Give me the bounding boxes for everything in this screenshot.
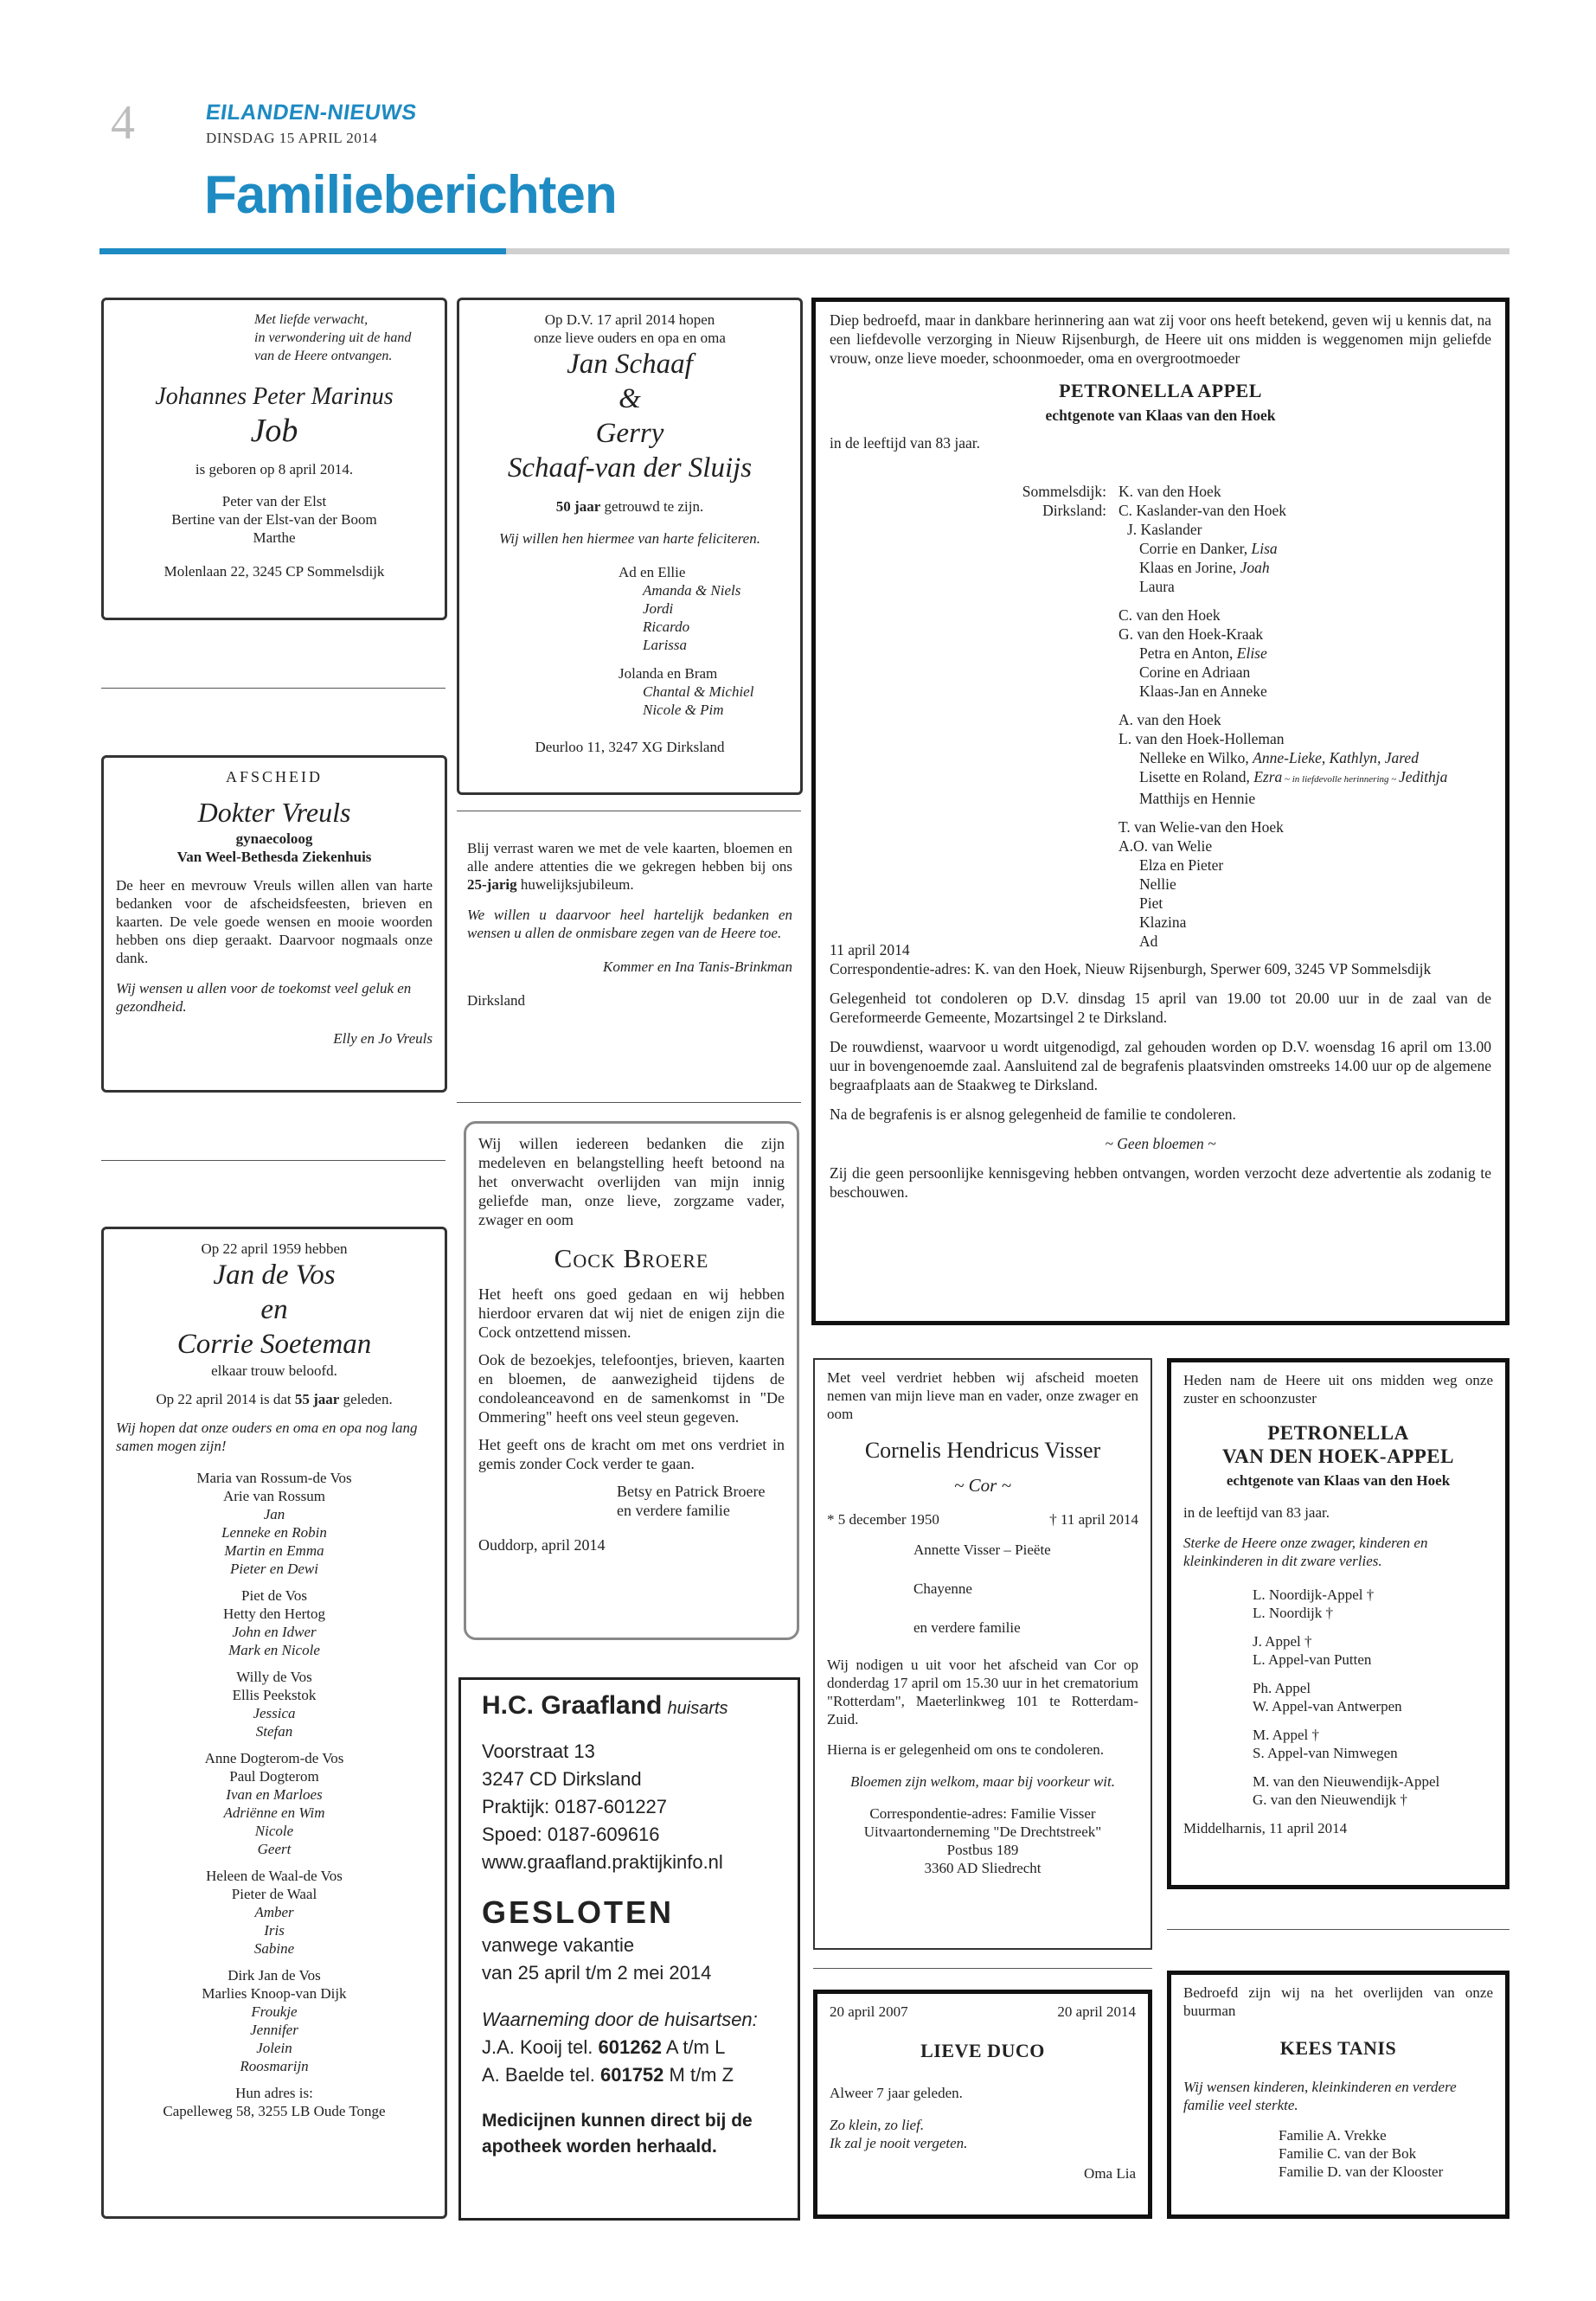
farewell-name: Dokter Vreuls (197, 797, 351, 828)
schaaf-name: Schaaf-van der Sluijs (507, 452, 753, 484)
devos-grandchild: Geert (257, 1841, 292, 1857)
replacement-label: Waarneming door de huisartsen: (482, 2009, 758, 2030)
appel-family-member: Klaas en Jorine, Joah (1139, 559, 1270, 576)
appel-family-member: G. van den Hoek-Kraak (1118, 625, 1264, 643)
devos-address: Capelleweg 58, 3255 LB Oude Tonge (163, 2103, 386, 2119)
visser-name: Cornelis Hendricus Visser (864, 1438, 1101, 1463)
appel-name: PETRONELLA APPEL (1059, 380, 1262, 401)
devos-promise: elkaar trouw beloofd. (211, 1362, 337, 1379)
appel-condolence: Gelegenheid tot condoleren op D.V. dinsdag 15 april van 19.00 tot 20.00 uur in de zaal van de Gereformeerde Gemeente, Mozartsingel 2 te Dirksland. (830, 990, 1491, 1026)
hoekappel-name: VAN DEN HOEK-APPEL (1222, 1445, 1454, 1467)
schaaf-wish: Wij willen hen hiermee van harte feliciteren. (499, 530, 760, 547)
ad-thanks-broere (464, 1121, 799, 1640)
appel-family-member: Elza en Pieter (1139, 856, 1224, 874)
broere-place: Ouddorp, april 2014 (478, 1536, 606, 1554)
column-divider (1167, 1929, 1509, 1930)
devos-grandchild: Iris (264, 1922, 285, 1939)
issue-date: DINSDAG 15 APRIL 2014 (206, 130, 378, 146)
ad-doctor-graafland (458, 1677, 800, 2221)
devos-grandchild: Jessica (253, 1705, 296, 1721)
appel-grandchild: Lisa (1251, 540, 1278, 557)
job-intro-line: in verwondering uit de hand (254, 330, 412, 345)
ad-birth-job (101, 298, 447, 620)
broere-intro: Wij willen iedereen bedanken die zijn medeleven en belangstelling heeft betoond na het onverwacht overlijden van mijn innig geliefde man, onze lieve, zorgzame vader, zwager en oom (478, 1135, 785, 1228)
duco-poem: Ik zal je nooit vergeten. (830, 2135, 968, 2151)
appel-family-member: Klaas-Jan en Anneke (1139, 683, 1267, 700)
ad-farewell-vreuls (101, 755, 447, 1093)
doctor-address-line: Praktijk: 0187-601227 (482, 1796, 668, 1817)
hoekappel-family-member: Ph. Appel (1253, 1680, 1311, 1696)
devos-child: Willy de Vos (236, 1669, 312, 1685)
appel-family-member: Petra en Anton, Elise (1139, 644, 1267, 662)
hoekappel-family-list (1253, 1586, 1493, 1809)
doctor-address-line: 3247 CD Dirksland (482, 1768, 642, 1790)
appel-intro: Diep bedroefd, maar in dankbare herinnering aan wat zij voor ons heeft betekend, geven wij u kennis dat, na een liefdevolle verzorging in Nieuw Rijsenburgh, de Heere uit ons midden is weggenomen mijn geliefde vrouw, onze lieve moeder, schoonmoeder, oma en overgrootmoeder (830, 311, 1491, 367)
job-sibling: Marthe (253, 529, 296, 546)
job-call-name: Job (250, 413, 298, 449)
schaaf-grandchildren (643, 581, 788, 654)
schaaf-name: Gerry (595, 418, 664, 449)
appel-family-member: Corrie en Danker, Lisa (1139, 540, 1278, 557)
visser-family: Annette Visser – Pieëte (913, 1541, 1051, 1558)
hoekappel-name: PETRONELLA (1267, 1422, 1409, 1444)
appel-grandchild: Joah (1240, 559, 1270, 576)
ad-obituary-hoek-appel (1167, 1358, 1509, 1889)
visser-family: Chayenne (913, 1580, 972, 1597)
devos-grandchild: Sabine (253, 1940, 295, 1957)
schaaf-amp: & (619, 383, 641, 414)
duco-signature: Oma Lia (1084, 2165, 1136, 2182)
job-parent: Peter van der Elst (221, 493, 327, 510)
hoekappel-spouse: echtgenote van Klaas van den Hoek (1226, 1472, 1451, 1489)
schaaf-grandchild: Jordi (643, 600, 674, 617)
farewell-hospital: Van Weel-Bethesda Ziekenhuis (176, 849, 372, 865)
header-rule-accent (99, 248, 506, 254)
job-full-name: Johannes Peter Marinus (155, 383, 394, 410)
duco-name: LIEVE DUCO (920, 2040, 1045, 2061)
devos-grandchild: Jennifer (250, 2022, 298, 2038)
hoekappel-family-member: L. Appel-van Putten (1253, 1651, 1372, 1668)
replacement-doctor: J.A. Kooij tel. 601262 A t/m L (482, 2036, 726, 2058)
appel-family-member: C. Kaslander-van den Hoek (1118, 502, 1287, 519)
visser-family: en verdere familie (913, 1619, 1021, 1636)
devos-child: Heleen de Waal-de Vos (206, 1868, 343, 1884)
schaaf-address: Deurloo 11, 3247 XG Dirksland (535, 739, 725, 755)
appel-family-member: Nellie (1139, 875, 1176, 893)
devos-child: Maria van Rossum-de Vos (196, 1470, 352, 1486)
devos-name: Jan de Vos (213, 1259, 336, 1291)
schaaf-grandchild: Amanda & Niels (643, 582, 741, 599)
appel-family-member: C. van den Hoek (1118, 606, 1221, 624)
ad-thanks-tanis (457, 830, 803, 1081)
broere-paragraph: Het geeft ons de kracht om met ons verdriet in gemis zonder Cock verder te gaan. (478, 1436, 785, 1472)
appel-family-member: A.O. van Welie (1118, 837, 1213, 855)
appel-grandchild: Anne-Lieke, Kathlyn, Jared (1253, 749, 1419, 766)
visser-flowers: Bloemen zijn welkom, maar bij voorkeur wit. (850, 1773, 1115, 1790)
doctor-role: huisarts (667, 1699, 728, 1718)
ad-obituary-appel (811, 298, 1509, 1325)
appel-location: Dirksland: (1042, 502, 1106, 519)
appel-grandchild: Jedithja (1398, 768, 1448, 785)
broere-signature: Betsy en Patrick Broere (617, 1483, 766, 1500)
ad-condolence-kees-tanis (1167, 1971, 1509, 2219)
visser-correspondence-line: Correspondentie-adres: Familie Visser (869, 1805, 1096, 1822)
appel-flowers: ~ Geen bloemen ~ (1105, 1135, 1216, 1152)
appel-grandchild: Ezra (1253, 768, 1283, 785)
devos-child: Arie van Rossum (222, 1488, 326, 1504)
appel-date: 11 april 2014 (830, 941, 910, 958)
kees-name: KEES TANIS (1279, 2037, 1397, 2059)
appel-family-member: Klazina (1139, 913, 1187, 931)
kees-wish: Wij wensen kinderen, kleinkinderen en verdere familie veel sterkte. (1183, 2079, 1457, 2113)
ad-memorial-duco (813, 1990, 1152, 2219)
tanis-signature: Kommer en Ina Tanis-Brinkman (603, 958, 792, 975)
closed-notice: GESLOTEN (482, 1894, 675, 1930)
broere-paragraph: Ook de bezoekjes, telefoontjes, brieven, kaarten en bloemen, de aanwezigheid tijdens de condoleanceavond en de samenkomst in "De Ommering" heeft ons veel steun gegeven. (478, 1351, 785, 1426)
devos-child: Anne Dogterom-de Vos (204, 1750, 344, 1766)
visser-condole: Hierna is er gelegenheid om ons te condoleren. (827, 1741, 1105, 1758)
doctor-address-line: Spoed: 0187-609616 (482, 1823, 660, 1845)
appel-family-member: K. van den Hoek (1118, 483, 1221, 500)
kees-family-member: Familie D. van der Klooster (1279, 2163, 1444, 2180)
visser-born: * 5 december 1950 (827, 1511, 939, 1528)
devos-grandchild: Adriënne en Wim (223, 1804, 325, 1821)
visser-died: † 11 april 2014 (1049, 1511, 1138, 1528)
schaaf-grandchild: Ricardo (643, 619, 690, 635)
duco-poem: Zo klein, zo lief. (830, 2117, 925, 2133)
hoekappel-place: Middelharnis, 11 april 2014 (1183, 1820, 1348, 1836)
column-divider (101, 688, 445, 689)
devos-grandchild: Roosmarijn (240, 2058, 309, 2074)
appel-family-member: Nelleke en Wilko, Anne-Lieke, Kathlyn, Jared (1139, 749, 1419, 766)
duco-date: 20 april 2014 (1057, 2003, 1136, 2020)
replacement-doctor: A. Baelde tel. 601752 M t/m Z (482, 2064, 734, 2086)
hoekappel-family-member: J. Appel † (1253, 1633, 1312, 1650)
doctor-address-line: Voorstraat 13 (482, 1740, 595, 1762)
masthead-logo: EILANDEN-NIEUWS (204, 100, 419, 125)
column-divider (813, 1968, 1152, 1969)
schaaf-family-head: Jolanda en Bram (619, 665, 718, 682)
job-born: is geboren op 8 april 2014. (195, 461, 354, 478)
hoekappel-family-member: L. Noordijk-Appel † (1253, 1586, 1375, 1603)
devos-grandchild: Nicole (254, 1823, 294, 1839)
hoekappel-family-member: L. Noordijk † (1253, 1605, 1334, 1621)
farewell-role: gynaecoloog (235, 830, 313, 847)
devos-grandchild: Jan (263, 1506, 285, 1522)
ad-obituary-visser (813, 1358, 1152, 1950)
column-divider (457, 1102, 801, 1103)
hoekappel-family-member: G. van den Nieuwendijk † (1253, 1791, 1407, 1808)
devos-child: Hetty den Hertog (222, 1606, 326, 1622)
kees-family-list (1279, 2126, 1493, 2181)
hoekappel-family-member: M. Appel † (1253, 1727, 1319, 1743)
devos-grandchild: John en Idwer (232, 1624, 317, 1640)
devos-address-label: Hun adres is: (235, 2085, 313, 2101)
schaaf-years: 50 jaar getrouwd te zijn. (555, 498, 704, 515)
appel-correspondence: Correspondentie-adres: K. van den Hoek, Nieuw Rijsenburgh, Sperwer 609, 3245 VP Sommelsdijk (830, 960, 1432, 977)
tanis-place: Dirksland (467, 992, 526, 1009)
schaaf-grandchild: Chantal & Michiel (643, 683, 754, 700)
broere-paragraph: Het heeft ons goed gedaan en wij hebben hierdoor ervaren dat wij niet de enigen zijn die Cock ontzettend missen. (478, 1285, 785, 1341)
job-parent: Bertine van der Elst-van der Boom (171, 511, 377, 528)
kees-family-member: Familie C. van der Bok (1279, 2145, 1417, 2162)
devos-child: Marlies Knoop-van Dijk (202, 1985, 347, 2002)
appel-family-member: Matthijs en Hennie (1139, 790, 1256, 807)
appel-family-member: Lisette en Roland, Ezra ~ in liefdevolle herinnering ~ Jedithja (1139, 768, 1448, 785)
visser-correspondence-line: Postbus 189 (946, 1842, 1019, 1858)
devos-child: Pieter de Waal (231, 1886, 317, 1902)
memorial-note: ~ in liefdevolle herinnering ~ (1282, 774, 1399, 785)
farewell-body: De heer en mevrouw Vreuls willen allen van harte bedanken voor de afscheidsfeesten, brieven en kaarten. De vele goede wensen en mooie woorden hebben ons diep geraakt. Daarvoor nogmaals onze dank. (116, 877, 433, 966)
visser-correspondence-line: 3360 AD Sliedrecht (924, 1860, 1042, 1876)
header-rule (506, 248, 1509, 254)
appel-family-member: A. van den Hoek (1118, 711, 1221, 728)
closed-reason: vanwege vakantie (482, 1934, 635, 1956)
job-intro-line: Met liefde verwacht, (254, 312, 369, 327)
job-address: Molenlaan 22, 3245 CP Sommelsdijk (163, 563, 385, 580)
doctor-name: H.C. Graafland (482, 1691, 663, 1720)
appel-family-member: T. van Welie-van den Hoek (1118, 818, 1284, 836)
appel-family-member: J. Kaslander (1127, 521, 1202, 538)
tanis-body: Blij verrast waren we met de vele kaarten, bloemen en alle andere attenties die we gekregen hebben bij ons 25-jarig huwelijksjubileum. (467, 840, 792, 893)
devos-grandchild: Pieter en Dewi (230, 1561, 318, 1577)
hoekappel-family-member: M. van den Nieuwendijk-Appel (1253, 1773, 1440, 1790)
appel-location: Sommelsdijk: (1022, 483, 1106, 500)
appel-family-member: Corine en Adriaan (1139, 663, 1251, 681)
visser-correspondence-line: Uitvaartonderneming "De Drechtstreek" (863, 1823, 1102, 1840)
ad-anniversary-schaaf (457, 298, 803, 795)
job-intro-line: van de Heere ontvangen. (254, 349, 393, 363)
appel-family-member: Ad (1139, 933, 1158, 950)
appel-family-list (1118, 501, 1447, 951)
devos-grandchild: Martin en Emma (224, 1542, 324, 1559)
page-number: 4 (111, 96, 135, 150)
tanis-wish: We willen u daarvoor heel hartelijk bedanken en wensen u allen de onmisbare zegen van de Heere toe. (467, 907, 792, 941)
broere-name: Cock Broere (554, 1243, 709, 1273)
pharmacy-note: Medicijnen kunnen direct bij de apotheek worden herhaald. (482, 2111, 753, 2157)
devos-grandchild: Froukje (251, 2003, 298, 2020)
column-divider (101, 1160, 445, 1161)
devos-intro: Op 22 april 1959 hebben (201, 1240, 348, 1257)
hoekappel-age: in de leeftijd van 83 jaar. (1183, 1504, 1330, 1521)
schaaf-name: Jan Schaaf (567, 349, 693, 380)
devos-child: Dirk Jan de Vos (228, 1967, 321, 1984)
devos-child: Ellis Peekstok (232, 1687, 317, 1703)
appel-after: Na de begrafenis is er alsnog gelegenheid de familie te condoleren. (830, 1106, 1236, 1123)
farewell-wish: Wij wensen u allen voor de toekomst veel geluk en gezondheid. (116, 980, 412, 1015)
visser-correspondence (827, 1804, 1138, 1877)
kees-intro: Bedroefd zijn wij na het overlijden van onze buurman (1183, 1984, 1493, 2019)
devos-grandchild: Ivan en Marloes (226, 1786, 323, 1803)
appel-closing: Zij die geen persoonlijke kennisgeving hebben ontvangen, worden verzocht deze advertentie als zodanig te beschouwen. (830, 1164, 1491, 1201)
doctor-address (482, 1738, 777, 1876)
devos-family-list (116, 1469, 433, 2075)
farewell-signature: Elly en Jo Vreuls (333, 1030, 433, 1047)
devos-and: en (260, 1294, 288, 1325)
schaaf-intro: Op D.V. 17 april 2014 hopen (544, 311, 715, 328)
appel-grandchild: Elise (1236, 644, 1267, 662)
appel-family-member: L. van den Hoek-Holleman (1118, 730, 1285, 747)
appel-age: in de leeftijd van 83 jaar. (830, 434, 980, 452)
ad-anniversary-devos (101, 1227, 447, 2219)
broere-signature: en verdere familie (617, 1502, 730, 1519)
devos-name: Corrie Soeteman (176, 1329, 372, 1360)
appel-family-member: Piet (1139, 894, 1163, 912)
devos-wish: Wij hopen dat onze ouders en oma en opa nog lang samen mogen zijn! (116, 1420, 418, 1454)
hoekappel-intro: Heden nam de Heere uit ons midden weg onze zuster en schoonzuster (1183, 1372, 1493, 1407)
hoekappel-family-member: S. Appel-van Nimwegen (1253, 1745, 1398, 1761)
devos-grandchild: Jolein (256, 2040, 292, 2056)
schaaf-intro: onze lieve ouders en opa en oma (534, 330, 726, 346)
appel-service: De rouwdienst, waarvoor u wordt uitgenodigd, zal gehouden worden op D.V. woensdag 16 april om 13.00 uur in bovengenoemde zaal. Aansluitend zal de begrafenis plaatsvinden omstreeks 14.00 uur op de algemene begraafplaats aan de Staakweg te Dirksland. (830, 1038, 1491, 1093)
doctor-address-line: www.graafland.praktijkinfo.nl (482, 1851, 723, 1873)
schaaf-family-head: Ad en Ellie (619, 564, 686, 580)
appel-family-member: Laura (1139, 578, 1175, 595)
closed-period: van 25 april t/m 2 mei 2014 (482, 1962, 712, 1984)
schaaf-grandchild: Larissa (643, 637, 688, 653)
appel-spouse: echtgenote van Klaas van den Hoek (1045, 407, 1276, 424)
schaaf-grandchild: Nicole & Pim (643, 702, 724, 718)
hoekappel-wish: Sterke de Heere onze zwager, kinderen en kleinkinderen in dit zware verlies. (1183, 1535, 1428, 1569)
farewell-title: AFSCHEID (225, 768, 323, 785)
duco-date: 20 april 2007 (830, 2003, 908, 2020)
kees-family-member: Familie A. Vrekke (1279, 2127, 1387, 2144)
duco-years: Alweer 7 jaar geleden. (830, 2085, 963, 2101)
devos-child: Paul Dogterom (229, 1768, 319, 1785)
section-title: Familieberichten (204, 165, 617, 225)
hoekappel-family-member: W. Appel-van Antwerpen (1253, 1698, 1402, 1715)
visser-invite: Wij nodigen u uit voor het afscheid van Cor op donderdag 17 april om 15.30 uur in het crematorium "Rotterdam", Maeterlinkweg 101 te Rotterdam-Zuid. (827, 1657, 1138, 1727)
devos-grandchild: Mark en Nicole (228, 1642, 320, 1658)
devos-grandchild: Lenneke en Robin (221, 1524, 327, 1541)
devos-years: Op 22 april 2014 is dat 55 jaar geleden. (156, 1391, 393, 1407)
devos-child: Piet de Vos (241, 1587, 307, 1604)
visser-nickname: ~ Cor ~ (954, 1475, 1011, 1496)
devos-grandchild: Amber (254, 1904, 294, 1920)
devos-grandchild: Stefan (255, 1723, 293, 1740)
visser-intro: Met veel verdriet hebben wij afscheid moeten nemen van mijn lieve man en vader, onze zwager en oom (827, 1369, 1138, 1422)
schaaf-grandchildren (643, 683, 788, 719)
